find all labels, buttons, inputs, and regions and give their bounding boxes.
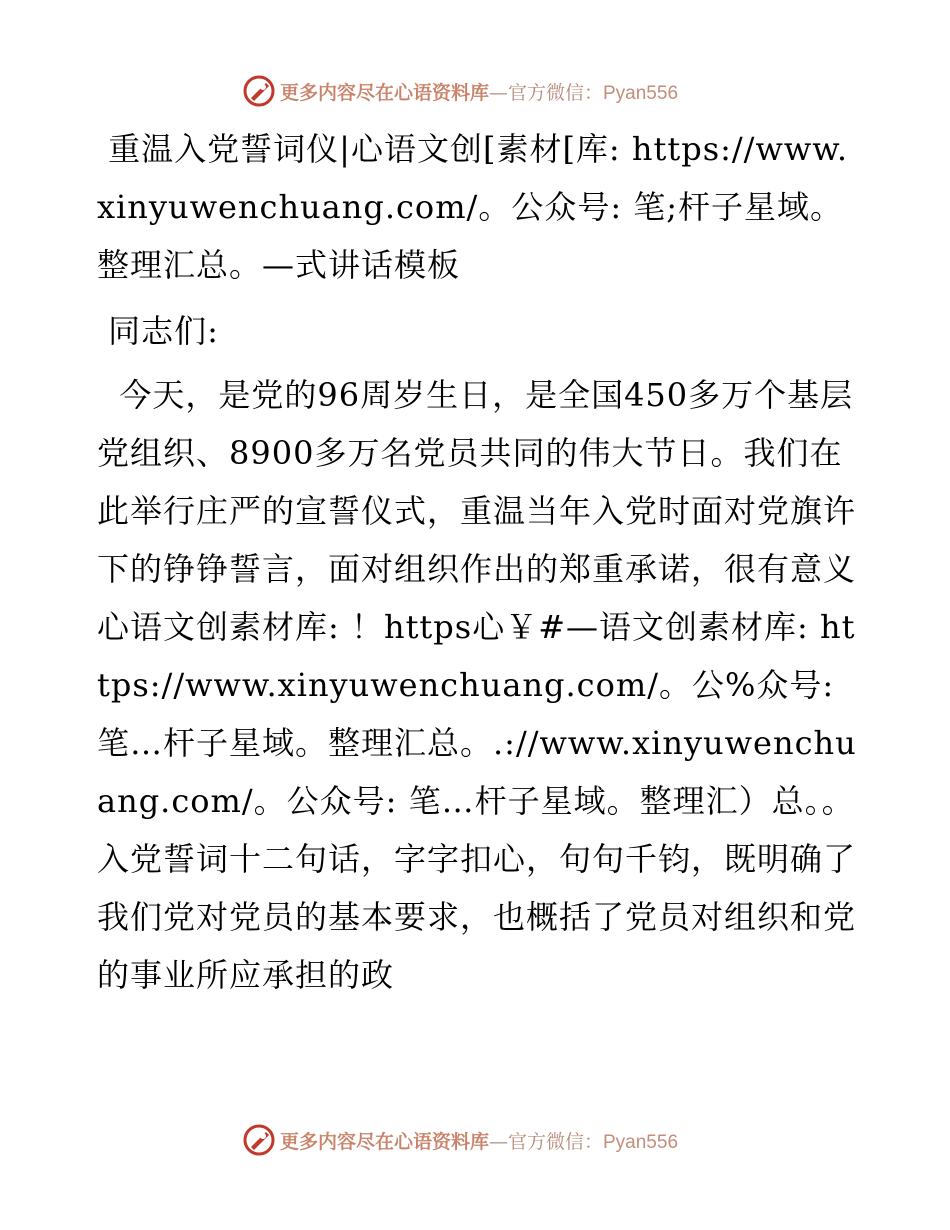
footer-brand-logo-icon (242, 1123, 276, 1157)
footer-separator: — (488, 1130, 508, 1153)
header-wechat-label: 官方微信： (507, 81, 603, 104)
footer-banner (0, 1120, 950, 1160)
document-title: 重温入党誓词仪|心语文创[素材[库: https://www.xinyuwenchuang.com/。公众号: 笔;杆子星域。整理汇总。—式讲话模板 (97, 130, 849, 284)
footer-wechat-id: Pyan556 (603, 1131, 679, 1153)
footer-brand-text: 更多内容尽在心语资料库 (279, 1130, 489, 1153)
header-wechat-id: Pyan556 (603, 82, 679, 104)
header-banner (0, 71, 950, 111)
header-banner-text (280, 78, 678, 105)
footer-banner-text (280, 1127, 678, 1154)
document-paragraph: 今天，是党的96周岁生日，是全国450多万个基层党组织、8900多万名党员共同的伟大节日。我们在此举行庄严的宣誓仪式，重温当年入党时面对党旗许下的铮铮誓言，面对组织作出的郑重承诺，很有意义心语文创素材库: ！https心￥#—语文创素材库: https://www.xinyuwenchuang.com/。公%众号: 笔…杆子星域。整理汇总。.://www.xinyuwenchuang.com/。公众号: 笔…杆子星域。整理汇）总。。入党誓词十二句话，字字扣心，句句千钧，既明确了我们党对党员的基本要求，也概括了党员对组织和党的事业所应承担的政 (97, 376, 857, 994)
document-body (97, 120, 867, 1004)
header-separator: — (488, 81, 508, 104)
footer-wechat-label: 官方微信： (507, 1130, 603, 1153)
document-greeting: 同志们: (97, 312, 219, 350)
header-brand-text: 更多内容尽在心语资料库 (279, 81, 489, 104)
brand-logo-icon (242, 74, 276, 108)
